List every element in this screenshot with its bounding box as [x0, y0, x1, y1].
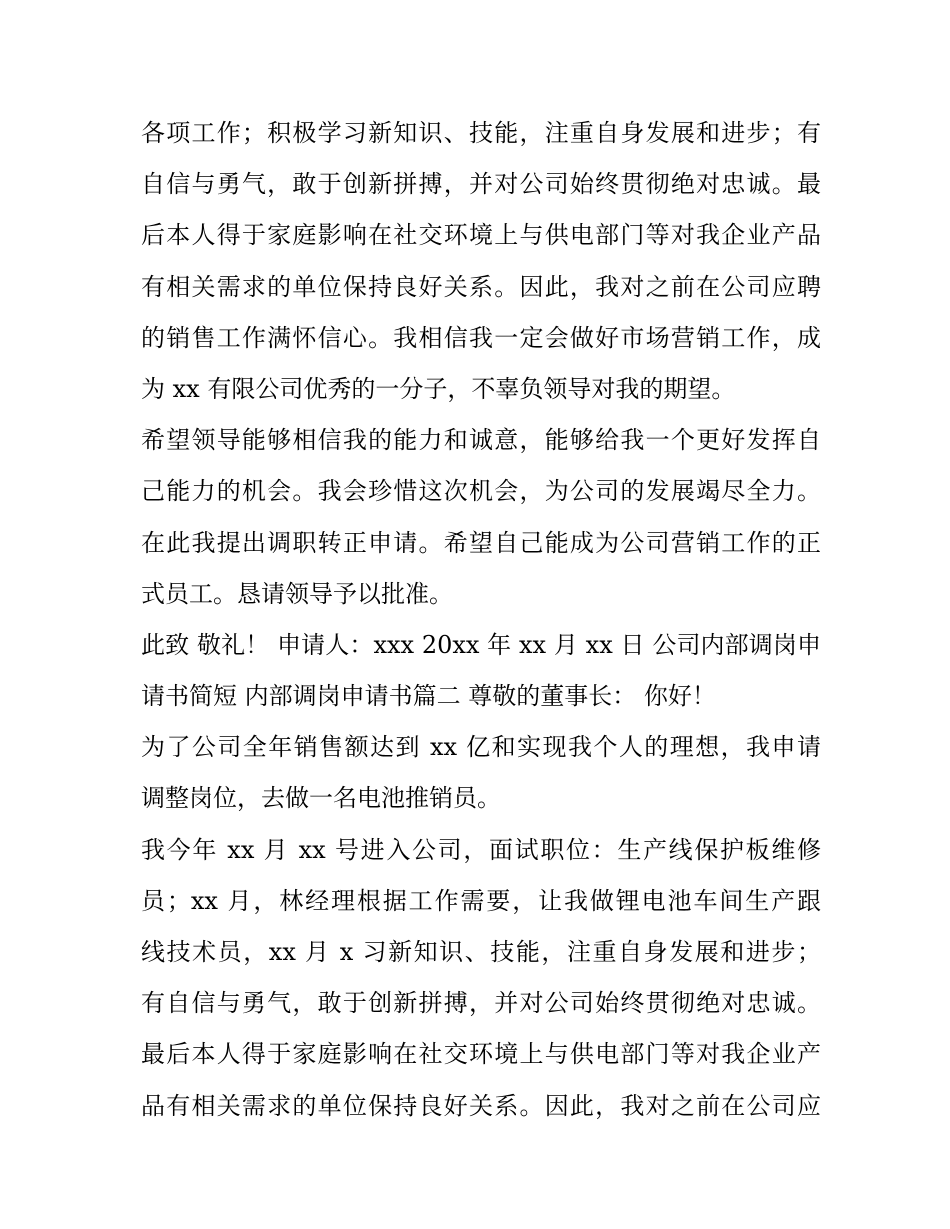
text-line: 最后本人得于家庭影响在社交环境上与供电部门等对我企业产	[141, 1040, 821, 1069]
text-line: 请书简短 内部调岗申请书篇二 尊敬的董事长： 你好！	[141, 682, 716, 711]
text-line: 有相关需求的单位保持良好关系。因此，我对之前在公司应聘	[141, 272, 821, 301]
text-line: 线技术员，xx 月 x 习新知识、技能，注重自身发展和进步；	[141, 938, 821, 966]
text-line: 我今年 xx 月 xx 号进入公司，面试职位：生产线保护板维修	[141, 835, 821, 864]
text-line: 后本人得于家庭影响在社交环境上与供电部门等对我企业产品	[141, 221, 821, 250]
text-line: 的销售工作满怀信心。我相信我一定会做好市场营销工作，成	[141, 323, 821, 352]
text-line: 有自信与勇气，敢于创新拼搏，并对公司始终贯彻绝对忠诚。	[141, 989, 821, 1018]
text-line: 各项工作；积极学习新知识、技能，注重自身发展和进步；有	[141, 119, 821, 147]
text-line: 品有相关需求的单位保持良好关系。因此，我对之前在公司应	[141, 1091, 821, 1120]
text-line: 式员工。恳请领导予以批准。	[141, 579, 453, 608]
text-line: 在此我提出调职转正申请。希望自己能成为公司营销工作的正	[141, 528, 821, 557]
text-line: 此致 敬礼！ 申请人：xxx 20xx 年 xx 月 xx 日 公司内部调岗申	[141, 630, 821, 659]
text-line: 自信与勇气，敢于创新拼搏，并对公司始终贯彻绝对忠诚。最	[141, 170, 821, 199]
text-line: 为了公司全年销售额达到 xx 亿和实现我个人的理想，我申请	[141, 733, 821, 762]
document-body	[141, 108, 821, 1132]
text-line: 希望领导能够相信我的能力和诚意，能够给我一个更好发挥自	[141, 426, 821, 455]
text-line: 为 xx 有限公司优秀的一分子，不辜负领导对我的期望。	[141, 374, 736, 403]
text-line: 员；xx 月，林经理根据工作需要，让我做锂电池车间生产跟	[141, 886, 821, 915]
text-line: 己能力的机会。我会珍惜这次机会，为公司的发展竭尽全力。	[141, 477, 821, 506]
text-line: 调整岗位，去做一名电池推销员。	[141, 784, 501, 813]
